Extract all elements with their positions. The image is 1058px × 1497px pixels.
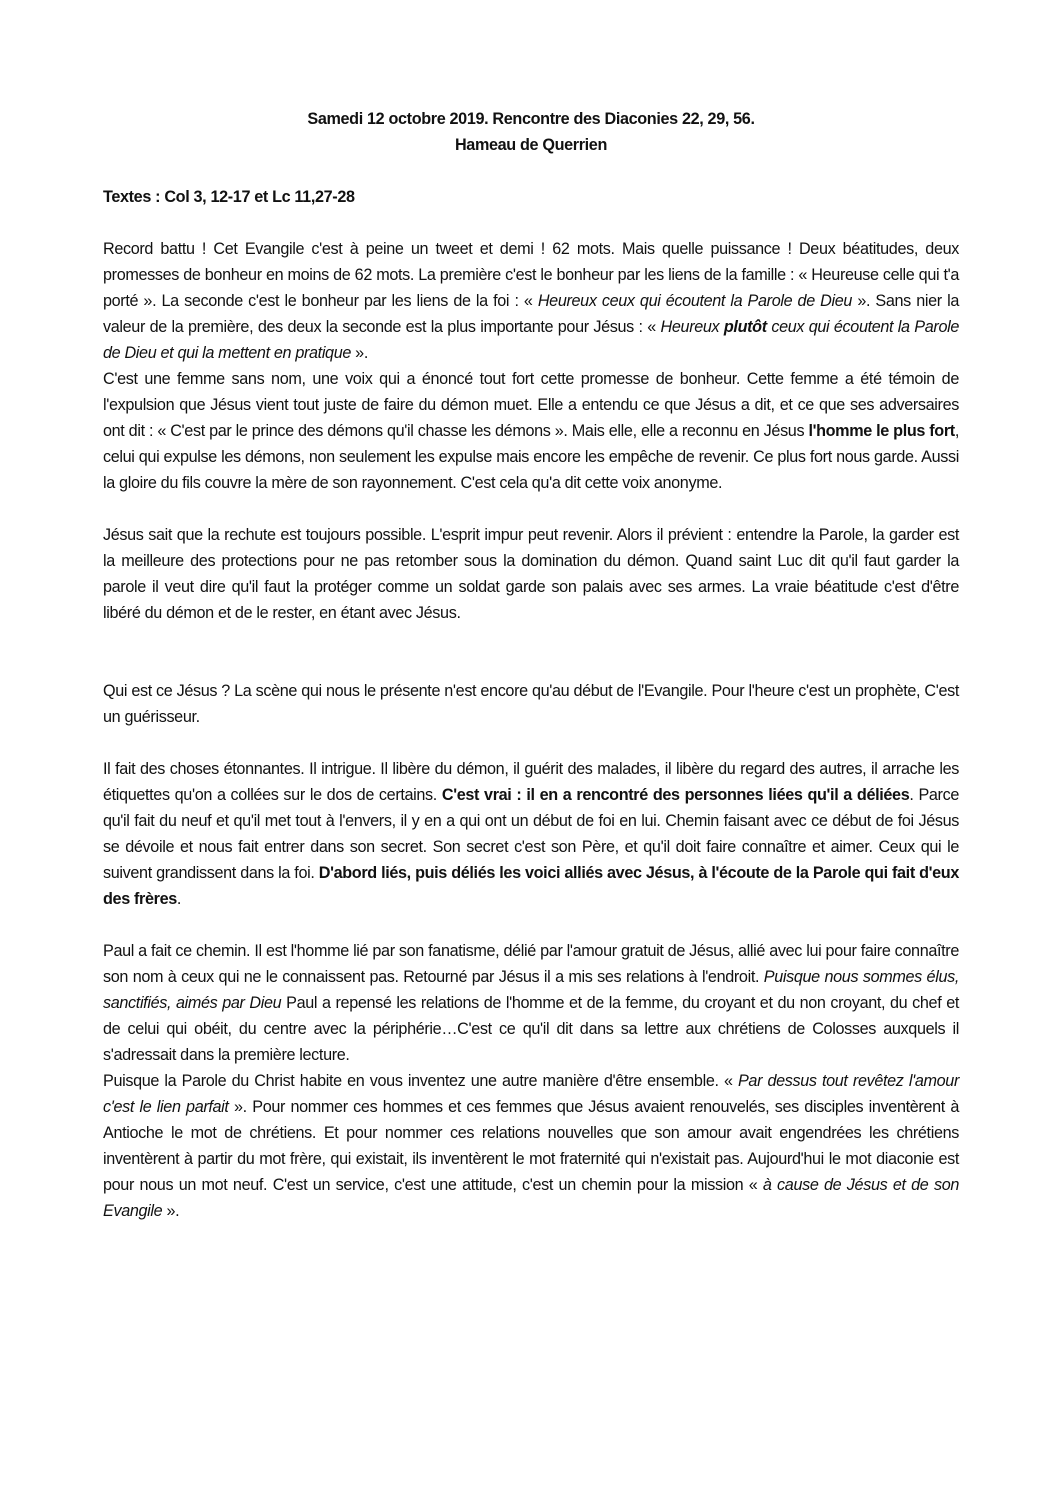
paragraph <box>103 756 959 912</box>
text-run: , celui qui expulse les démons, non seulement les expulse mais encore les empêche de revenir. Ce plus fort nous garde. Aussi la gloire du fils couvre la mère de son rayonnement. C'est cela qu'a dit cette voix anonyme. <box>103 422 959 492</box>
paragraph-spacer <box>103 496 959 522</box>
texts-reference: Textes : Col 3, 12-17 et Lc 11,27-28 <box>103 188 355 206</box>
text-run: Record battu ! Cet Evangile c'est à peine un tweet et demi ! 62 mots. Mais quelle puissance ! Deux béatitudes, deux promesses de bonheur en moins de 62 mots. La première c'est le bonheur par les liens de la famille : « Heureuse celle qui t'a porté ». La seconde c'est le bonheur par les liens de la foi : « <box>103 240 959 310</box>
bold-text: C'est vrai : il en a rencontré des personnes liées qu'il a déliées <box>441 786 910 804</box>
text-run: . <box>176 890 182 908</box>
bold-text: l'homme le plus fort <box>808 422 955 440</box>
italic-text: Heureux <box>660 318 724 336</box>
paragraph-spacer <box>103 912 959 938</box>
document-body <box>103 236 959 1224</box>
italic-text: Heureux ceux qui écoutent la Parole de Dieu <box>537 292 853 310</box>
text-run: Paul a repensé les relations de l'homme et de la femme, du croyant et du non croyant, du chef et de celui qui obéit, du centre avec la périphérie…C'est ce qu'il dit dans sa lettre aux chrétiens de Colosses auxquels il s'adressait dans la première lecture. <box>103 994 959 1064</box>
title-line-2: Hameau de Querrien <box>454 136 608 154</box>
text-run: ». Pour nommer ces hommes et ces femmes que Jésus avaient renouvelés, ses disciples inventèrent à Antioche le mot de chrétiens. Et pour nommer ces relations nouvelles que son amour avait engendrées les chrétiens inventèrent à partir du mot frère, qui existait, ils inventèrent le mot fraternité qui n'existait pas. Aujourd'hui le mot diaconie est pour nous un mot neuf. C'est un service, c'est une attitude, c'est un chemin pour la mission « <box>103 1098 959 1194</box>
paragraph <box>103 938 959 1068</box>
paragraph <box>103 1068 959 1224</box>
text-run: Jésus sait que la rechute est toujours possible. L'esprit impur peut revenir. Alors il prévient : entendre la Parole, la garder est la meilleure des protections pour ne pas retomber sous la domination du démon. Quand saint Luc dit qu'il faut garder la parole il veut dire qu'il faut la protéger comme un soldat garde son palais avec ses armes. La vraie béatitude c'est d'être libéré du démon et de le rester, en étant avec Jésus. <box>103 526 959 622</box>
text-run: Paul a fait ce chemin. Il est l'homme lié par son fanatisme, délié par l'amour gratuit de Jésus, allié avec lui pour faire connaître son nom à ceux qui ne le connaissent pas. Retourné par Jésus il a mis ses relations à l'endroit. <box>103 942 959 986</box>
bold-text: D'abord liés, puis déliés les voici alliés avec Jésus, à l'écoute de la Parole qui fait d'eux des frères <box>103 864 959 908</box>
text-run: Il fait des choses étonnantes. Il intrigue. Il libère du démon, il guérit des malades, il libère du regard des autres, il arrache les étiquettes qu'on a collées sur le dos de certains. <box>103 760 959 804</box>
title-line-1: Samedi 12 octobre 2019. Rencontre des Diaconies 22, 29, 56. <box>307 110 755 128</box>
document-page <box>103 106 959 1224</box>
text-run: Puisque la Parole du Christ habite en vous inventez une autre manière d'être ensemble. « <box>103 1072 738 1090</box>
bold-italic-text: plutôt <box>723 318 767 336</box>
text-run: Qui est ce Jésus ? La scène qui nous le présente n'est encore qu'au début de l'Evangile. Pour l'heure c'est un prophète, C'est un guérisseur. <box>103 682 959 726</box>
text-run: ». <box>162 1202 180 1220</box>
italic-text: ceux qui écoutent la Parole de Dieu et qui la mettent en pratique <box>103 318 959 362</box>
paragraph <box>103 236 959 366</box>
paragraph <box>103 366 959 496</box>
text-run: C'est une femme sans nom, une voix qui a énoncé tout fort cette promesse de bonheur. Cette femme a été témoin de l'expulsion que Jésus vient tout juste de faire du démon muet. Elle a entendu ce que Jésus a dit, et ce que ses adversaires ont dit : « C'est par le prince des démons qu'il chasse les démons ». Mais elle, elle a reconnu en Jésus <box>103 370 959 440</box>
paragraph <box>103 678 959 730</box>
text-run: ». <box>351 344 368 362</box>
text-run: ». Sans nier la valeur de la première, des deux la seconde est la plus importante pour Jésus : « <box>103 292 959 336</box>
paragraph-spacer <box>103 730 959 756</box>
spacer <box>103 210 959 236</box>
italic-text: Puisque nous sommes élus, sanctifiés, aimés par Dieu <box>103 968 959 1012</box>
paragraph <box>103 522 959 626</box>
text-run: . Parce qu'il fait du neuf et qu'il met tout à l'envers, il y en a qui ont un début de foi en lui. Chemin faisant avec ce début de foi Jésus se dévoile et nous fait entrer dans son secret. Son secret c'est son Père, et qu'il doit faire connaître et aimer. Ceux qui le suivent grandissent dans la foi. <box>103 786 959 882</box>
italic-text: à cause de Jésus et de son Evangile <box>103 1176 959 1220</box>
italic-text: Par dessus tout revêtez l'amour c'est le lien parfait <box>103 1072 959 1116</box>
paragraph-spacer <box>103 626 959 678</box>
